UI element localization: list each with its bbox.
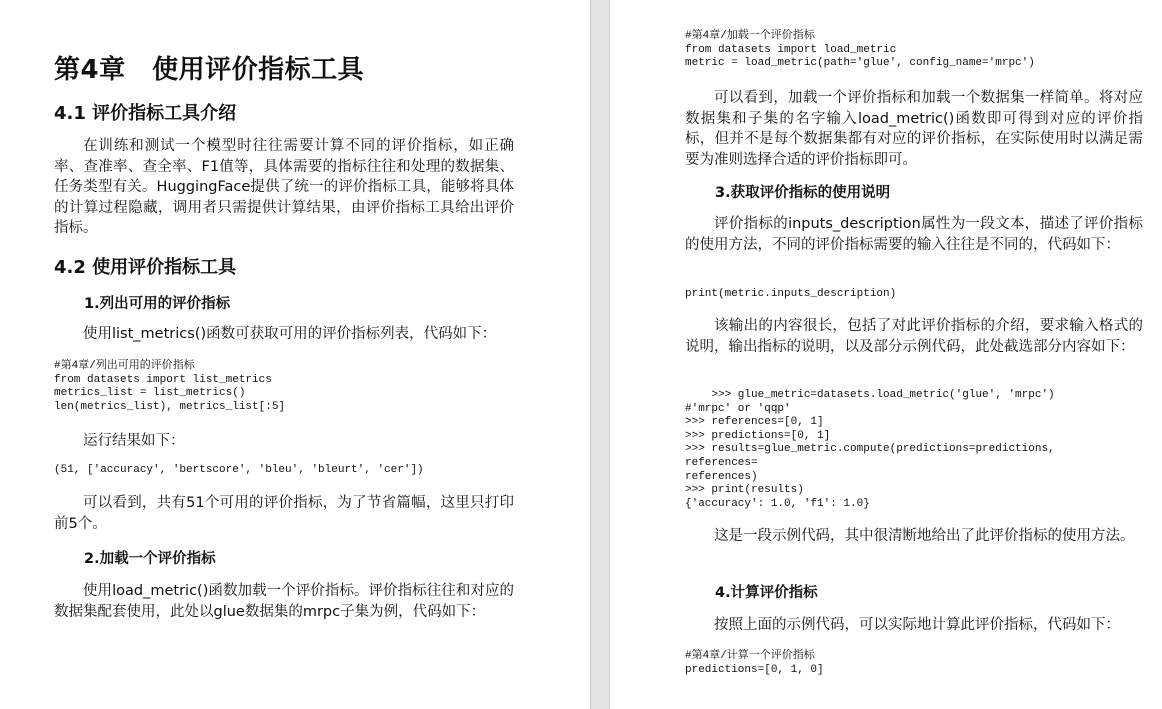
subsection-2-paragraph: 使用load_metric()函数加载一个评价指标。评价指标往往和对应的数据集配套使用，此处以glue数据集的mrpc子集为例，代码如下： <box>54 583 514 620</box>
load-metric-paragraph: 可以看到，加载一个评价指标和加载一个数据集一样简单。将对应数据集和子集的名字输入load_metric()函数即可得到对应的评价指标，但并不是每个数据集都有对应的评价指标，在实际使用时以满足需要为准则选择合适的评价指标即可。 <box>685 90 1143 168</box>
section-4-2-title: 4.2 使用评价指标工具 <box>54 257 237 278</box>
run-result-label: 运行结果如下： <box>83 433 185 449</box>
subsection-1-note: 可以看到，共有51个可用的评价指标，为了节省篇幅，这里只打印前5个。 <box>54 495 514 532</box>
subsection-1-paragraph: 使用list_metrics()函数可获取可用的评价指标列表，代码如下： <box>83 326 497 342</box>
example-explanation-paragraph: 这是一段示例代码，其中很清断地给出了此评价指标的使用方法。 <box>714 528 1135 544</box>
code-block-inputs-description: print(metric.inputs_description) <box>685 288 897 300</box>
subsection-2-title: 2.加载一个评价指标 <box>84 551 216 567</box>
page-gutter <box>590 0 610 709</box>
code-block-list-metrics: #第4章/列出可用的评价指标 from datasets import list_metrics metrics_list = list_metrics() len(metrics_list), metrics_list[:5] <box>54 360 286 413</box>
code-block-example: >>> glue_metric=datasets.load_metric('glue', 'mrpc') #'mrpc' or 'qqp' >>> references=[0, 1] >>> predictions=[0, 1] >>> results=glue_metric.compute(predictions=predictions, references= references) >>> print(results) {'accuracy': 1.0, 'f1': 1.0} <box>685 389 1055 510</box>
chapter-title: 第4章 使用评价指标工具 <box>54 55 365 85</box>
right-page <box>610 0 1162 709</box>
subsection-4-title: 4.计算评价指标 <box>715 585 818 601</box>
code-block-load-metric: #第4章/加载一个评价指标 from datasets import load_metric metric = load_metric(path='glue', config_name='mrpc') <box>685 30 1035 70</box>
subsection-1-title: 1.列出可用的评价指标 <box>84 296 231 312</box>
subsection-4-paragraph: 按照上面的示例代码，可以实际地计算此评价指标，代码如下： <box>714 617 1120 633</box>
subsection-3-paragraph: 评价指标的inputs_description属性为一段文本，描述了评价指标的使用方法，不同的评价指标需要的输入往往是不同的，代码如下： <box>685 216 1143 253</box>
output-description-paragraph: 该输出的内容很长，包括了对此评价指标的介绍，要求输入格式的说明，输出指标的说明，以及部分示例代码，此处截选部分内容如下： <box>685 318 1143 355</box>
code-block-compute-metric: #第4章/计算一个评价指标 predictions=[0, 1, 0] <box>685 650 824 676</box>
section-4-1-title: 4.1 评价指标工具介绍 <box>54 103 237 124</box>
section-4-1-paragraph: 在训练和测试一个模型时往往需要计算不同的评价指标，如正确率、查准率、查全率、F1值等，具体需要的指标往往和处理的数据集、任务类型有关。HuggingFace提供了统一的评价指标工具，能够将具体的计算过程隐藏，调用者只需提供计算结果，由评价指标工具给出评价指标。 <box>54 138 514 236</box>
code-output-list-metrics: (51, ['accuracy', 'bertscore', 'bleu', 'bleurt', 'cer']) <box>54 464 424 476</box>
subsection-3-title: 3.获取评价指标的使用说明 <box>715 185 891 201</box>
